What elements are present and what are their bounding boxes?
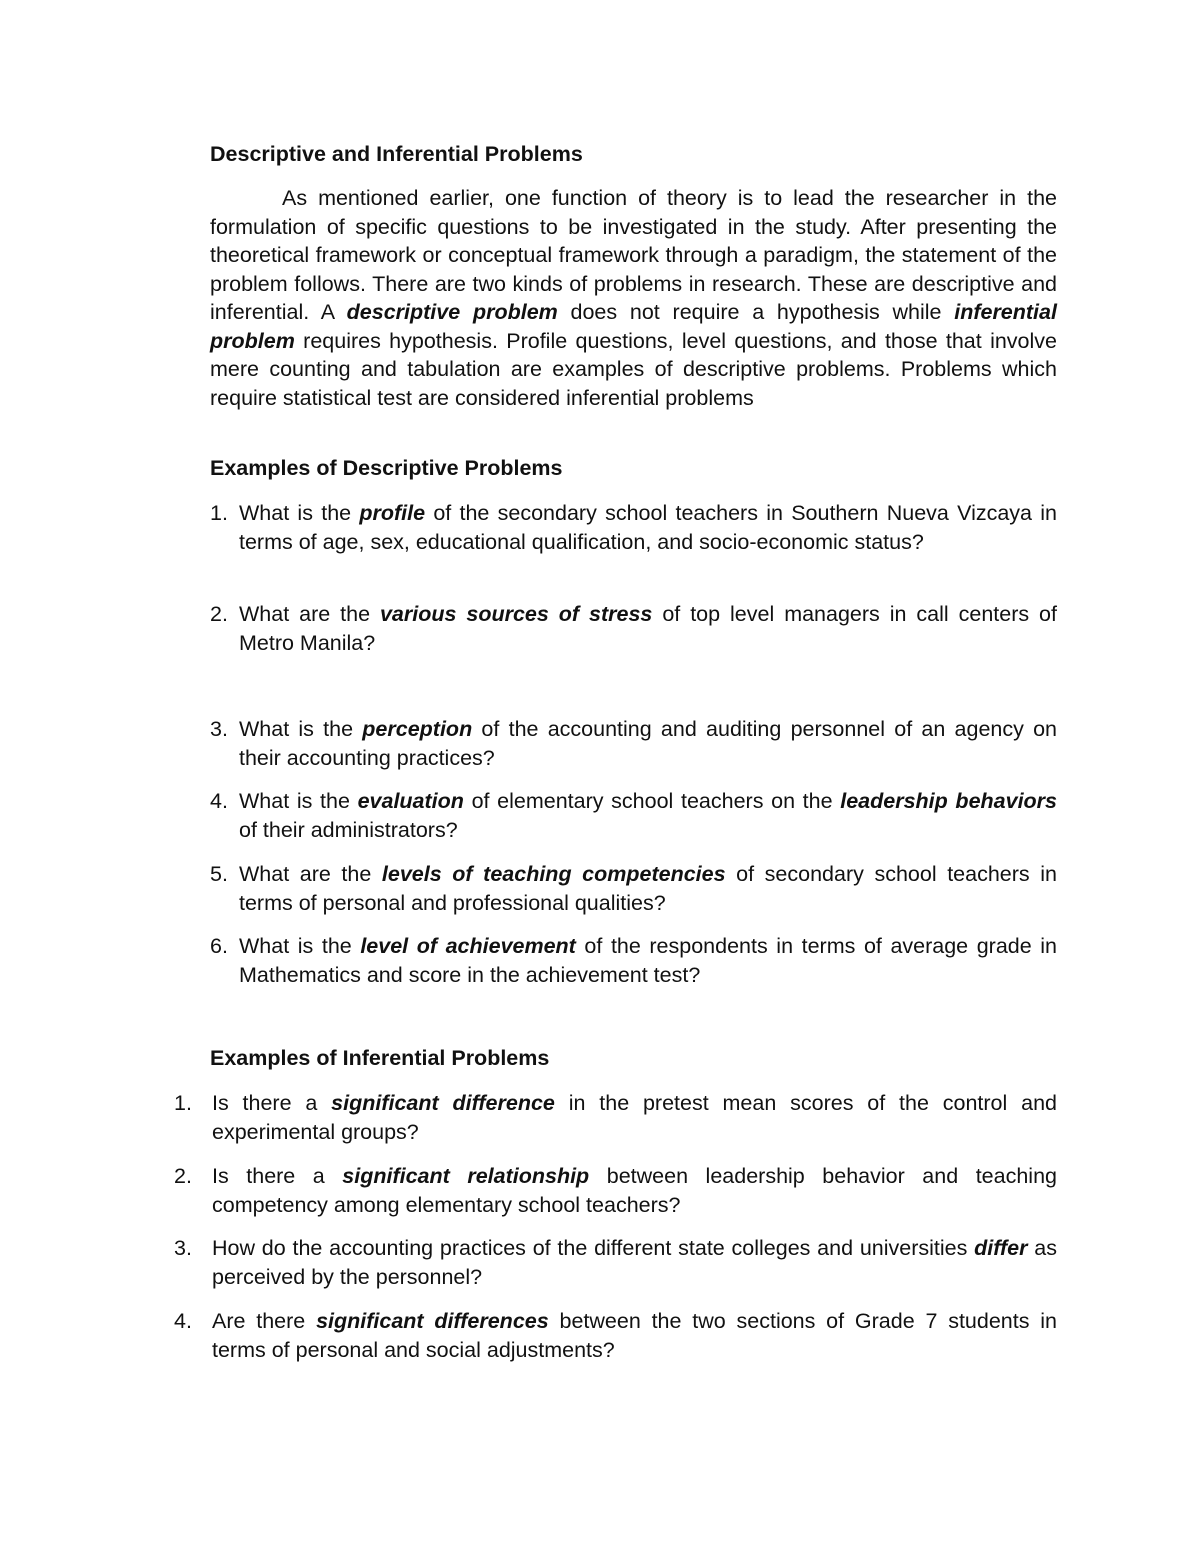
item-text-a: What are the	[239, 862, 382, 886]
item-keyword: significant difference	[331, 1091, 555, 1115]
term-descriptive-problem: descriptive problem	[346, 300, 558, 324]
item-text-b: of top level managers in call centers of Metro Manila?	[239, 602, 1057, 655]
list-item	[210, 932, 1057, 989]
item-text	[212, 1307, 1057, 1364]
item-keyword: various sources of stress	[379, 602, 653, 626]
item-text	[212, 1162, 1057, 1219]
descriptive-examples-heading: Examples of Descriptive Problems	[210, 456, 563, 480]
item-text	[212, 1089, 1057, 1146]
item-text-c: of their administrators?	[239, 817, 458, 842]
item-text-b: in the pretest mean scores of the control and experimental groups?	[212, 1091, 1057, 1144]
section-heading-main: Descriptive and Inferential Problems	[210, 142, 583, 166]
item-keyword: differ	[974, 1236, 1028, 1260]
item-text-b: of secondary school teachers in terms of personal and professional qualities?	[239, 862, 1057, 915]
item-text-a: What is the	[239, 789, 358, 813]
item-keyword: level of achievement	[360, 934, 576, 958]
item-text-b: between the two sections of Grade 7 students in terms of personal and social adjustments?	[212, 1309, 1058, 1362]
item-text-a: Is there a	[212, 1164, 343, 1188]
item-number: 2.	[174, 1164, 192, 1188]
item-number: 3.	[174, 1236, 192, 1260]
item-number: 3.	[210, 717, 228, 741]
item-keyword: profile	[359, 501, 426, 525]
item-text-b: of the accounting and auditing personnel of an agency on their accounting practices?	[239, 717, 1058, 770]
item-text-b: between leadership behavior and teaching competency among elementary school teachers?	[212, 1164, 1057, 1217]
item-text	[239, 932, 1057, 989]
item-keyword: significant differences	[316, 1309, 549, 1333]
intro-paragraph	[210, 184, 1057, 412]
item-number: 4.	[174, 1309, 192, 1333]
list-item	[174, 1234, 1057, 1291]
item-text	[239, 787, 1057, 844]
list-item	[174, 1162, 1057, 1219]
item-text-a: Is there a	[212, 1091, 332, 1115]
item-text-a: What is the	[239, 717, 363, 741]
item-keyword: perception	[362, 717, 473, 741]
list-item	[174, 1089, 1057, 1146]
item-keyword: evaluation	[357, 789, 464, 813]
intro-text-1: As mentioned earlier, one function of theory is to lead the researcher in the formulation of specific questions to be investigated in the study. After presenting the theoretical framework or conceptual framework through a paradigm, the statement of the problem follows. There are two kinds of problems in research. These are descriptive and inferential. A	[210, 186, 1057, 324]
item-keyword: levels of teaching competencies	[381, 862, 726, 886]
item-text-b: of the respondents in terms of average grade in Mathematics and score in the achievement test?	[239, 934, 1058, 987]
item-number: 6.	[210, 934, 228, 958]
list-item	[210, 600, 1057, 657]
intro-text-3: requires hypothesis. Profile questions, level questions, and those that involve mere counting and tabulation are examples of descriptive problems. Problems which require statistical test are considered inferential problems	[210, 328, 1057, 410]
item-text	[239, 600, 1057, 657]
list-item	[210, 715, 1057, 772]
item-text	[212, 1234, 1057, 1291]
item-text-b: of the secondary school teachers in Southern Nueva Vizcaya in terms of age, sex, educational qualification, and socio-economic status?	[239, 501, 1057, 554]
inferential-examples-heading: Examples of Inferential Problems	[210, 1046, 550, 1070]
list-item	[210, 860, 1057, 917]
list-item	[174, 1307, 1058, 1364]
term-inferential-problem: inferential problem	[210, 300, 1057, 353]
item-keyword-2: leadership behaviors	[840, 789, 1058, 813]
item-text-a: What is the	[239, 934, 361, 958]
item-number: 1.	[210, 501, 228, 525]
item-text-a: What is the	[239, 501, 360, 525]
item-text	[239, 499, 1057, 556]
item-keyword: significant relationship	[342, 1164, 590, 1188]
item-text-b: of elementary school teachers on the	[463, 789, 841, 813]
item-number: 5.	[210, 862, 228, 886]
item-number: 2.	[210, 602, 228, 626]
intro-text-2: does not require a hypothesis while	[557, 300, 955, 324]
list-item	[210, 787, 1057, 844]
item-text-a: How do the accounting practices of the different state colleges and universities	[212, 1236, 975, 1260]
item-number: 4.	[210, 789, 228, 813]
item-text	[239, 715, 1057, 772]
list-item	[210, 499, 1057, 556]
item-text-a: Are there	[212, 1309, 317, 1333]
item-text-b: as perceived by the personnel?	[212, 1236, 1057, 1289]
item-text	[239, 860, 1057, 917]
item-number: 1.	[174, 1091, 192, 1115]
item-text-a: What are the	[239, 602, 380, 626]
